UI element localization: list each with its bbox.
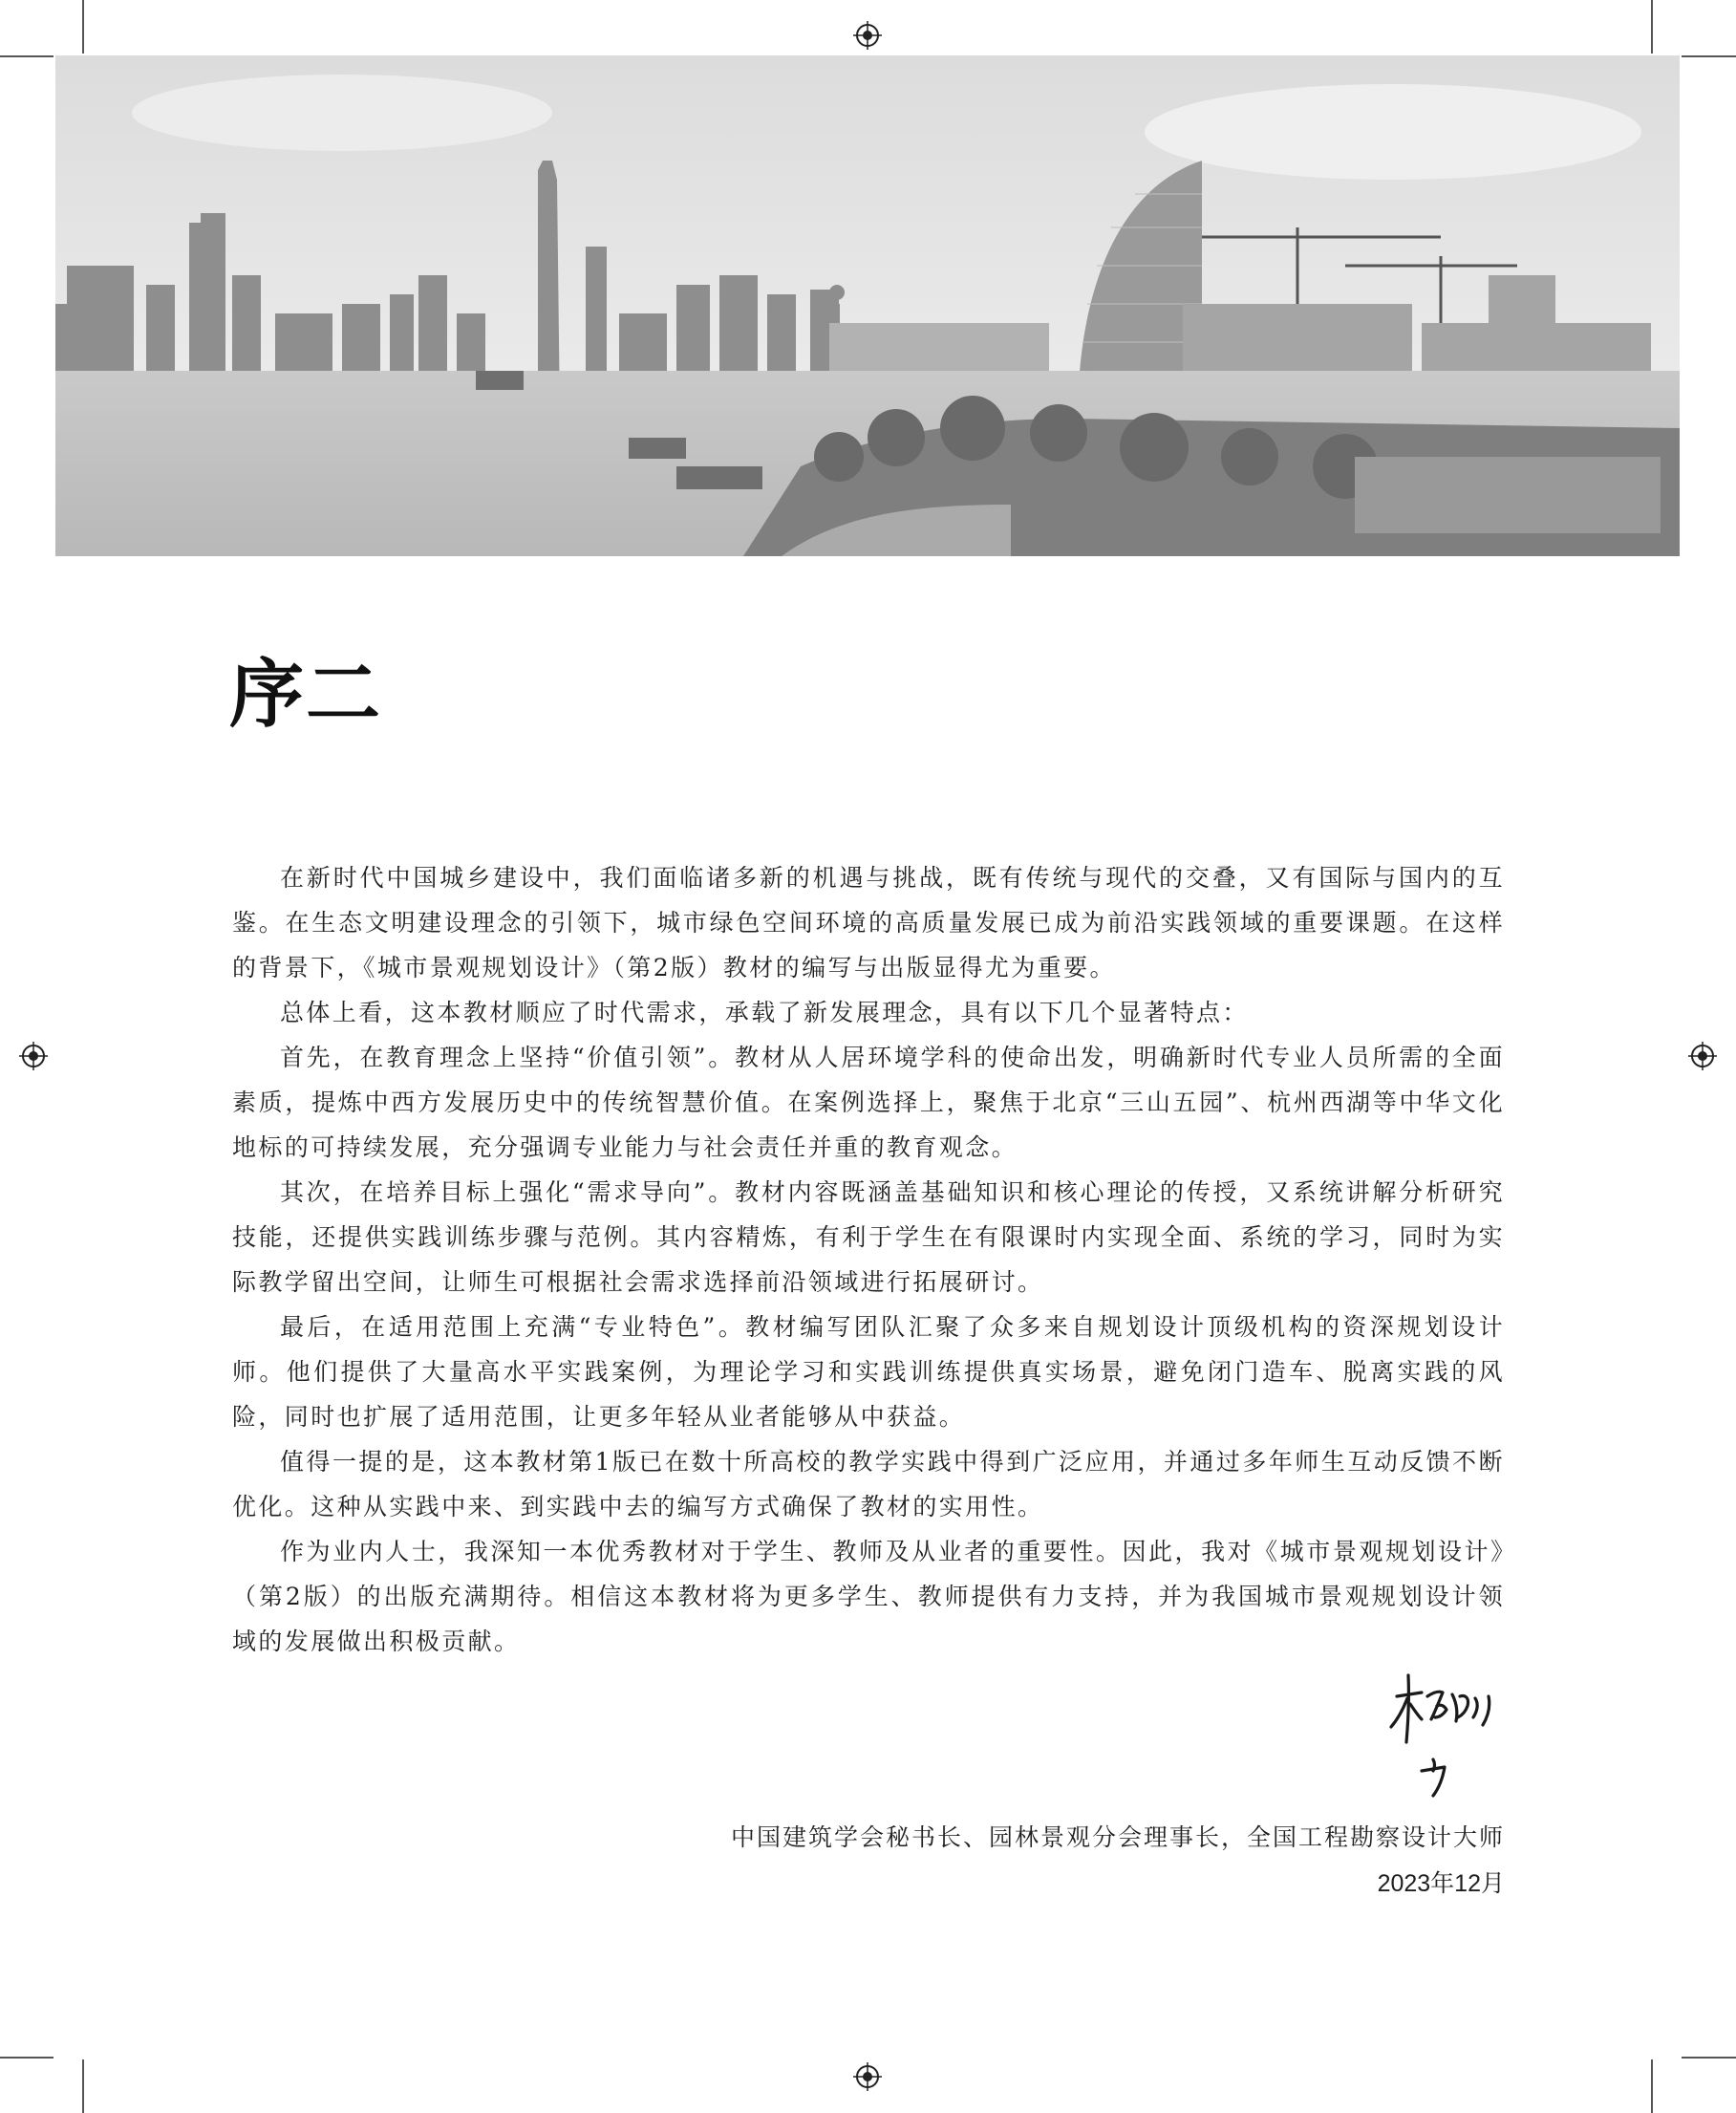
paragraph: 其次，在培养目标上强化“需求导向”。教材内容既涵盖基础知识和核心理论的传授，又系统讲解分析研究技能，还提供实践训练步骤与范例。其内容精炼，有利于学生在有限课时内实现全面、系统的学习，同时为实际教学留出空间，让师生可根据社会需求选择前沿领域进行拓展研讨。 <box>232 1178 1505 1296</box>
paragraph: 最后，在适用范围上充满“专业特色”。教材编写团队汇聚了众多来自规划设计顶级机构的资深规划设计师。他们提供了大量高水平实践案例，为理论学习和实践训练提供真实场景，避免闭门造车、脱离实践的风险，同时也扩展了适用范围，让更多年轻从业者能够从中获益。 <box>232 1313 1505 1431</box>
paragraph: 首先，在教育理念上坚持“价值引领”。教材从人居环境学科的使命出发，明确新时代专业人员所需的全面素质，提炼中西方发展历史中的传统智慧价值。在案例选择上，聚焦于北京“三山五园”、杭州西湖等中华文化地标的可持续发展，充分强调专业能力与社会责任并重的教育观念。 <box>232 1044 1505 1161</box>
signature-date: 2023年12月 <box>1377 1870 1505 1897</box>
skyline-photo <box>55 55 1680 556</box>
author-affiliation: 中国建筑学会秘书长、园林景观分会理事长，全国工程勘察设计大师 <box>730 1823 1505 1851</box>
paragraph: 在新时代中国城乡建设中，我们面临诸多新的机遇与挑战，既有传统与现代的交叠，又有国际与国内的互鉴。在生态文明建设理念的引领下，城市绿色空间环境的高质量发展已成为前沿实践领域的重要课题。在这样的背景下，《城市景观规划设计》（第2版）教材的编写与出版显得尤为重要。 <box>232 864 1505 981</box>
preface-body <box>232 855 1505 1664</box>
handwritten-signature <box>1383 1668 1508 1801</box>
paragraph: 总体上看，这本教材顺应了时代需求，承载了新发展理念，具有以下几个显著特点： <box>280 999 1249 1026</box>
paragraph: 作为业内人士，我深知一本优秀教材对于学生、教师及从业者的重要性。因此，我对《城市景观规划设计》（第2版）的出版充满期待。相信这本教材将为更多学生、教师提供有力支持，并为我国城市景观规划设计领域的发展做出积极贡献。 <box>232 1538 1505 1655</box>
page-title: 序二 <box>229 652 383 738</box>
paragraph: 值得一提的是，这本教材第1版已在数十所高校的教学实践中得到广泛应用，并通过多年师生互动反馈不断优化。这种从实践中来、到实践中去的编写方式确保了教材的实用性。 <box>232 1448 1505 1520</box>
registration-mark-icon <box>853 2062 882 2091</box>
registration-mark-icon <box>1688 1042 1717 1070</box>
registration-mark-icon <box>853 21 882 50</box>
registration-mark-icon <box>19 1042 48 1070</box>
